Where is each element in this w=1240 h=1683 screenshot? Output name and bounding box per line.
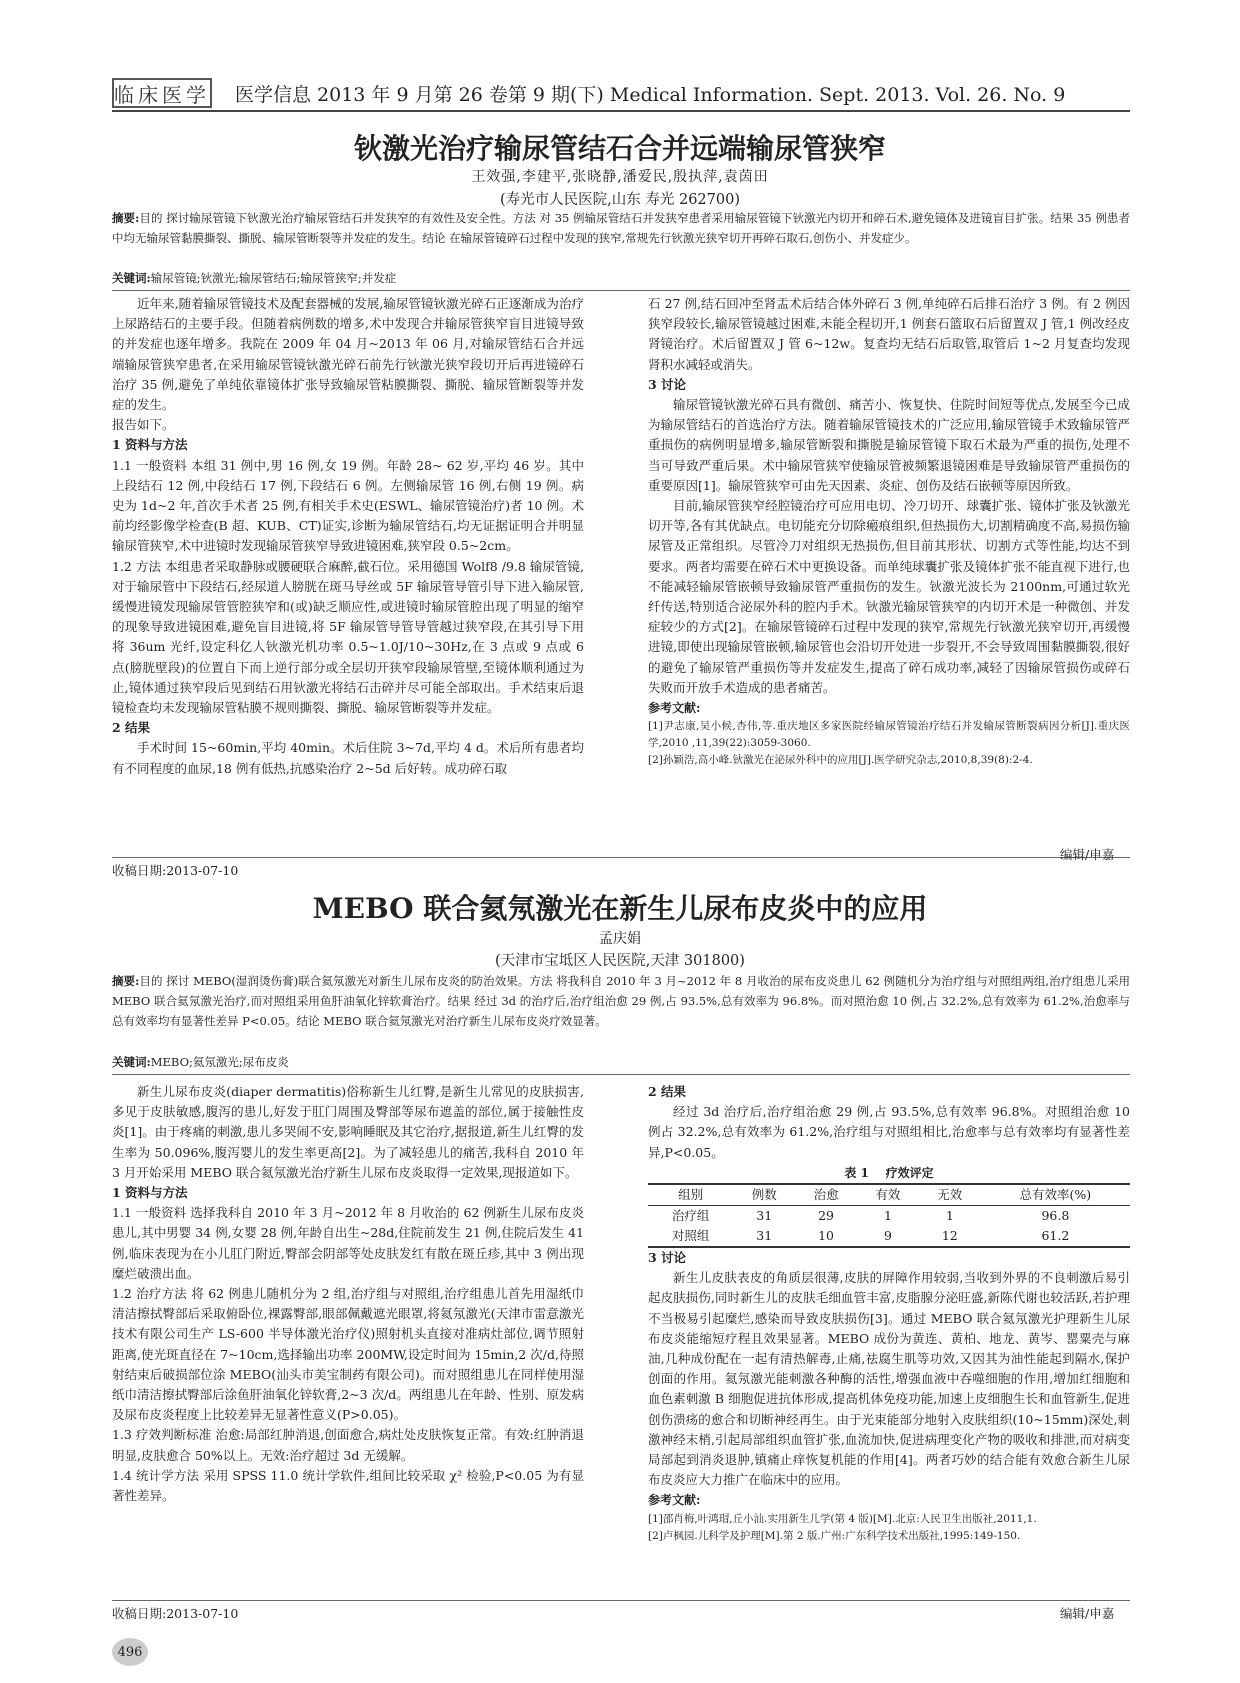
abstract-label: 摘要: (112, 974, 140, 988)
abstract-text: 目的 探讨输尿管镜下钬激光治疗输尿管结石并发狭窄的有效性及安全性。方法 对 35 例输尿管结石并发狭窄患者采用输尿管镜下钬激光内切开和碎石术,避免镜体及进镜盲目扩张。结果 35 例患者中均无输尿管黏膜撕裂、撕脱、输尿管断裂等并发症的发生。结论 在输尿管镜碎石过程中发现的狭窄,常规先行钬激光狭窄切开再碎石取石,创伤小、并发症少。 (112, 211, 1130, 245)
abstract-rule (112, 290, 1130, 291)
table-cell: 1 (945, 1208, 954, 1224)
paragraph: 新生儿皮肤表皮的角质层很薄,皮肤的屏障作用较弱,当收到外界的不良刺激后易引起皮肤损伤,同时新生儿的皮肤毛细血管丰富,皮脂腺分泌旺盛,新陈代谢也较活跃,若护理不当极易引起糜烂,感染而导致皮肤损伤[3]。通过 MEBO 联合氦氖激光护理新生儿尿布皮炎能缩短疗程且效果显著。MEBO 成份为黄连、黄柏、地龙、黄岑、罂粟壳与麻油,几种成份配在一起有清热解毒,止痛,祛腐生肌等功效,又因其为油性能起到隔水,保护创面的作用。氦氖激光能刺激各种酶的活性,增强血液中吞噬细胞的作用,增加红细胞和血色素刺激 B 细胞促进抗体形成,提高机体免疫功能,加速上皮细胞生长和血管新生,促进创伤溃疡的愈合和切断神经再生。由于光束能部分地射入皮肤组织(10~15mm)深处,刺激神经末梢,引起局部组织血管扩张,血流加快,促进病理变化产物的吸收和排泄,而对病变局部起到消炎退肿,镇痛止痒恢复机能的作用[4]。两者巧妙的结合能有效愈合新生儿尿布皮炎应大力推广在临床中的应用。 (648, 1270, 1130, 1488)
article2-right-column (648, 1082, 1130, 1545)
table-cell: 治疗组 (671, 1208, 710, 1224)
section-heading: 1 资料与方法 (112, 1185, 188, 1201)
section-heading: 3 讨论 (648, 1250, 687, 1266)
table-header-cell: 组别 (648, 1184, 733, 1206)
article2-title: MEBO 联合氦氖激光在新生儿尿布皮炎中的应用 (312, 892, 928, 925)
table-header-cell: 治愈 (795, 1184, 857, 1206)
paragraph: 1.2 治疗方法 将 62 例患儿随机分为 2 组,治疗组与对照组,治疗组患儿首先用湿纸巾清洁擦拭臀部后采取俯卧位,裸露臀部,眼部佩戴遮光眼罩,将氦氖激光(天津市雷意激光技术有限公司生产 LS-600 半导体激光治疗仪)照射机头直接对准病灶部位,调节照射距离,使光斑直径在 7~10cm,选择输出功率 200MW,设定时间为 15min,2 次/d,待照射结束后破损部位涂 MEBO(汕头市美宝制药有限公司)。而对照组患儿在同样使用湿纸巾清洁擦拭臀部后涂鱼肝油氧化锌软膏,2~3 次/d。两组患儿在年龄、性别、原发病及尿布皮炎程度上比较差异无显著性意义(P>0.05)。 (112, 1286, 584, 1423)
keywords-text: MEBO;氦氖激光;尿布皮炎 (150, 1055, 289, 1069)
paragraph: 近年来,随着输尿管镜技术及配套器械的发展,输尿管镜钬激光碎石正逐渐成为治疗上尿路结石的主要手段。但随着病例数的增多,术中发现合并输尿管狭窄盲目进镜导致的并发症也逐年增多。我院在 2009 年 04 月~2013 年 06 月,对输尿管结石合并远端输尿管狭窄患者,在采用输尿管镜钬激光碎石前先行钬激光狭窄段切开后再进镜碎石治疗 35 例,避免了单纯依靠镜体扩张导致输尿管粘膜撕裂、撕脱、输尿管断裂等并发症的发生。 (112, 296, 584, 413)
table-number: 表 1 (844, 1165, 869, 1180)
paragraph: 报告如下。 (112, 417, 175, 433)
article1-title: 钬激光治疗输尿管结石合并远端输尿管狭窄 (353, 132, 886, 165)
table-cell: 10 (795, 1226, 857, 1247)
table-row (648, 1206, 1130, 1227)
table-cell: 61.2 (981, 1226, 1130, 1247)
abstract-rule (112, 1074, 1130, 1075)
table-cell: 12 (919, 1226, 981, 1247)
paragraph: 1.2 方法 本组患者采取静脉或腰硬联合麻醉,截石位。采用德国 Wolf8 /9.8 输尿管镜,对于输尿管中下段结石,经尿道人膀胱在斑马导丝或 5F 输尿管导管引导下进入输尿管,缓慢进镜发现输尿管管腔狭窄和(或)缺乏顺应性,或进镜时输尿管腔出现了明显的缩窄的现象导致进镜困难,避免盲目进镜,将 5F 输尿管导管导管越过狭窄段,在其引导下用将 36um 光纤,设定科亿人钬激光机功率 0.5~1.0J/10~30Hz,在 3 点或 9 点或 6 点(膀胱壁段)的位置自下而上逆行部分或全层切开狭窄段输尿管壁,至镜体顺利通过为止,镜体通过狭窄段后见到结石用钬激光将结石击碎并尽可能全部取出。手术结束后退镜检查均未发现输尿管粘膜不规则撕裂、撕脱、输尿管断裂等并发症。 (112, 558, 584, 716)
efficacy-table (648, 1183, 1130, 1248)
article1-editor: 编辑/申嘉 (1060, 847, 1115, 862)
table-cell: 1 (883, 1208, 892, 1224)
section-heading: 3 讨论 (648, 376, 687, 392)
article1-received-date: 收稿日期:2013-07-10 (112, 863, 239, 878)
article1-authors: 王效强,李建平,张晓静,潘爱民,殷执萍,袁茵田 (471, 169, 769, 185)
article1-abstract (112, 208, 1130, 248)
paragraph: 目前,输尿管狭窄经腔镜治疗可应用电切、冷刀切开、球囊扩张、镜体扩张及钬激光切开等,各有其优缺点。电切能充分切除瘢痕组织,但热损伤大,切割精确度不高,易损伤输尿管及正常组织。尽管冷刀对组织无热损伤,但目前其形状、切割方式等性能,均达不到要求。两者均需要在碎石术中更换设备。而单纯球囊扩张及镜体扩张不能直视下进行,也不能减轻输尿管嵌顿导致输尿管严重损伤的发生。钬激光波长为 2100nm,可通过软光纤传送,特别适合泌尿外科的腔内手术。钬激光输尿管狭窄的内切开术是一种微创、并发症较少的方式[2]。在输尿管镜碎石过程中发现的狭窄,常规先行钬激光狭窄切开,再缓慢进镜,即使出现输尿管嵌顿,输尿管也会沿切开处进一步裂开,不会导致周围黏膜撕裂,很好的避免了输尿管严重损伤等并发症发生,提高了碎石成功率,减轻了因输尿管损伤或碎石失败而开放手术造成的患者痛苦。 (648, 498, 1130, 695)
paragraph: 1.4 统计学方法 采用 SPSS 11.0 统计学软件,组间比较采取 χ² 检验,P<0.05 为有显著性差异。 (112, 1467, 584, 1504)
article1-left-column (112, 294, 584, 779)
reference-item: [2]卢枫园.儿科学及护理[M].第 2 版.广州:广东科学技术出版社,1995:149-150. (648, 1529, 1021, 1542)
article2-editor: 编辑/申嘉 (1060, 1606, 1115, 1621)
paragraph: 输尿管镜钬激光碎石具有微创、痛苦小、恢复快、住院时间短等优点,发展至今已成为输尿管结石的首选治疗方法。随着输尿管镜技术的广泛应用,输尿管镜手术致输尿管严重损伤的病例明显增多,输尿管断裂和撕脱是输尿管镜下取石术最为严重的损伤,处理不当可导致严重后果。术中输尿管狭窄使输尿管被频繁退镜困难是导致输尿管严重损伤的重要原因[1]。输尿管狭窄可由先天因素、炎症、创伤及结石嵌顿等原因所致。 (648, 397, 1130, 493)
article2-authors: 孟庆娟 (599, 931, 641, 947)
paragraph: 1.1 一般资料 本组 31 例中,男 16 例,女 19 例。年龄 28~ 62 岁,平均 46 岁。其中上段结石 12 例,中段结石 17 例,下段结石 6 例。左侧输尿管 16 例,右侧 19 例。病史为 1d~2 年,首次手术者 25 例,有相关手术史(ESWL、输尿管镜治疗)者 10 例。术前均经影像学检查(B 超、KUB、CT)证实,诊断为输尿管结石,均无证据证明合并明显输尿管狭窄,术中进镜时发现输尿管狭窄导致进镜困难,狭窄段 0.5~2cm。 (112, 457, 584, 554)
section-heading: 1 资料与方法 (112, 437, 188, 453)
section-tag: 临床医学 (112, 78, 212, 108)
article2-received-date: 收稿日期:2013-07-10 (112, 1606, 239, 1621)
article1-keywords (112, 268, 1130, 288)
table-header-cell: 例数 (733, 1184, 795, 1206)
paragraph: 石 27 例,结石回冲至肾盂术后结合体外碎石 3 例,单纯碎石后排石治疗 3 例。有 2 例因狭窄段较长,输尿管镜越过困难,未能全程切开,1 例套石篮取石后留置双 J 管,1 例改经皮肾镜治疗。术后留置双 J 管 6~12w。复查均无结石后取管,取管后 1~2 月复查均发现肾积水减轻或消失。 (648, 296, 1130, 372)
table-header-cell: 无效 (919, 1184, 981, 1206)
received-rule (112, 1600, 1130, 1601)
section-heading: 2 结果 (648, 1084, 687, 1099)
article1-affiliation: (寿光市人民医院,山东 寿光 262700) (500, 192, 740, 208)
table-cell: 对照组 (648, 1226, 733, 1247)
table-cell: 29 (818, 1208, 835, 1224)
paragraph: 1.3 疗效判断标准 治愈:局部红肿消退,创面愈合,病灶处皮肤恢复正常。有效:红肿消退明显,皮肤愈合 50%以上。无效:治疗超过 3d 无缓解。 (112, 1427, 584, 1463)
table-header-cell: 有效 (857, 1184, 919, 1206)
article1-right-column (648, 294, 1130, 769)
keywords-label: 关键词: (112, 1055, 151, 1069)
references-title: 参考文献: (648, 1493, 701, 1508)
article2-left-column (112, 1082, 584, 1506)
reference-item: [1]邵肖梅,叶鸿瑁,丘小汕.实用新生儿学(第 4 版)[M].北京:人民卫生出版社,2011,1. (648, 1512, 1037, 1525)
table-header-row (648, 1184, 1130, 1206)
table-cell: 96.8 (1041, 1208, 1070, 1224)
reference-item: [2]孙颖浩,高小峰.钬激光在泌尿外科中的应用[J].医学研究杂志,2010,8,39(8):2-4. (648, 754, 1033, 767)
table-cell: 31 (756, 1208, 773, 1224)
references-title: 参考文献: (648, 701, 701, 716)
article2-keywords (112, 1052, 1130, 1072)
header-rule (112, 110, 1130, 112)
table-cell: 31 (733, 1226, 795, 1247)
table-title: 疗效评定 (885, 1165, 934, 1180)
abstract-label: 摘要: (112, 211, 140, 225)
table-caption (648, 1163, 1130, 1183)
table-header-cell: 总有效率(%) (981, 1184, 1130, 1206)
received-rule (112, 857, 1130, 858)
article2-affiliation: (天津市宝坻区人民医院,天津 301800) (495, 953, 745, 969)
article2-abstract (112, 971, 1130, 1031)
table-row (648, 1226, 1130, 1247)
keywords-text: 输尿管镜;钬激光;输尿管结石;输尿管狭窄;并发症 (150, 271, 397, 285)
paragraph: 1.1 一般资料 选择我科自 2010 年 3 月~2012 年 8 月收治的 62 例新生儿尿布皮炎患儿,其中男婴 34 例,女婴 28 例,年龄自出生~28d,住院前发生 21 例,住院后发生 41 例,临床表现为在小儿肛门附近,臀部会阴部等处皮肤发红有散在斑丘疹,其中 3 例出现糜烂破溃出血。 (112, 1205, 584, 1281)
table-cell: 9 (857, 1226, 919, 1247)
paragraph: 新生儿尿布皮炎(diaper dermatitis)俗称新生儿红臀,是新生儿常见的皮肤损害,多见于皮肤敏感,腹泻的患儿,好发于肛门周围及臀部等尿布遮盖的部位,属于接触性皮炎[1]。由于疼痛的刺激,患儿多哭闹不安,影响睡眠及其它治疗,据报道,新生儿红臀的发生率为 50.096%,腹泻婴儿的发生率更高[2]。为了减轻患儿的痛苦,我科自 2010 年 3 月开始采用 MEBO 联合氦氖激光治疗新生儿尿布皮炎取得一定效果,现报道如下。 (112, 1084, 584, 1180)
section-heading: 2 结果 (112, 720, 151, 736)
paragraph: 手术时间 15~60min,平均 40min。术后住院 3~7d,平均 4 d。术后所有患者均有不同程度的血尿,18 例有低热,抗感染治疗 2~5d 后好转。成功碎石取 (112, 740, 584, 776)
abstract-text: 目的 探讨 MEBO(湿润烫伤膏)联合氦氖激光对新生儿尿布皮炎的防治效果。方法 将我科自 2010 年 3 月~2012 年 8 月收治的尿布皮炎患儿 62 例随机分为治疗组与对照组两组,治疗组患儿采用 MEBO 联合氦氖激光治疗,而对照组采用鱼肝油氧化锌软膏治疗。结果 经过 3d 的治疗后,治疗组治愈 29 例,占 93.5%,总有效率为 96.8%。而对照治愈 10 例,占 32.2%,总有效率为 61.2%,治愈率与总有效率均有显著性差异 P<0.05。结论 MEBO 联合氦氖激光对治疗新生儿尿布皮炎疗效显著。 (112, 974, 1131, 1028)
keywords-label: 关键词: (112, 271, 151, 285)
paragraph: 经过 3d 治疗后,治疗组治愈 29 例,占 93.5%,总有效率 96.8%。对照组治愈 10 例占 32.2%,总有效率为 61.2%,治疗组与对照组相比,治愈率与总有效率均有显著性差异,P<0.05。 (648, 1104, 1130, 1160)
journal-header: 医学信息 2013 年 9 月第 26 卷第 9 期(下) Medical Information. Sept. 2013. Vol. 26. No. 9 (235, 84, 1066, 106)
page-number: 496 (112, 1638, 148, 1666)
reference-item: [1]尹志康,吴小候,杏伟,等.重庆地区多家医院经输尿管镜治疗结石并发输尿管断裂病因分析[J].重庆医学,2010 ,11,39(22):3059-3060. (648, 720, 1130, 750)
